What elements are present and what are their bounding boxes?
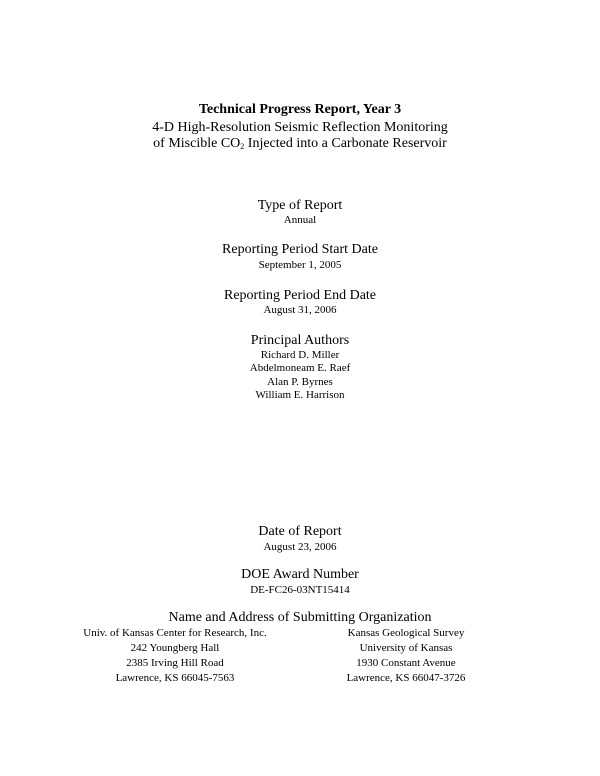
end-date-label: Reporting Period End Date: [223, 288, 377, 303]
author-name: William E. Harrison: [255, 389, 345, 401]
type-of-report-label: Type of Report: [257, 198, 343, 213]
doe-award-label: DOE Award Number: [241, 567, 359, 582]
organization-label: Name and Address of Submitting Organization: [168, 610, 432, 625]
address-line: University of Kansas: [359, 642, 453, 654]
subtitle-text-pre: of Miscible CO: [153, 136, 241, 151]
address-line: Lawrence, KS 66045-7563: [115, 672, 235, 684]
author-name: Abdelmoneam E. Raef: [249, 362, 351, 374]
address-line: Kansas Geological Survey: [347, 627, 465, 639]
start-date-value: September 1, 2005: [258, 259, 342, 271]
author-name: Alan P. Byrnes: [267, 376, 333, 388]
date-of-report-label: Date of Report: [258, 524, 342, 539]
address-line: 2385 Irving Hill Road: [126, 657, 224, 669]
end-date-value: August 31, 2006: [263, 304, 337, 316]
subtitle-text-post: Injected into a Carbonate Reservoir: [244, 136, 447, 151]
principal-authors-label: Principal Authors: [250, 333, 350, 348]
date-of-report-value: August 23, 2006: [263, 541, 337, 553]
report-subtitle-line-2: [0, 136, 600, 152]
address-line: 1930 Constant Avenue: [356, 657, 456, 669]
organization-address-left: [45, 626, 305, 686]
organization-address-right: [276, 626, 536, 686]
author-name: Richard D. Miller: [260, 349, 340, 361]
report-subtitle-line-1: 4-D High-Resolution Seismic Reflection Monitoring: [152, 120, 448, 135]
address-line: 242 Youngberg Hall: [130, 642, 220, 654]
doe-award-value: DE-FC26-03NT15414: [250, 584, 350, 596]
address-line: Lawrence, KS 66047-3726: [346, 672, 466, 684]
report-title: Technical Progress Report, Year 3: [198, 102, 402, 117]
type-of-report-value: Annual: [283, 214, 317, 226]
address-line: Univ. of Kansas Center for Research, Inc.: [83, 627, 267, 639]
start-date-label: Reporting Period Start Date: [222, 242, 378, 257]
subtitle-subscript: 2: [240, 142, 245, 151]
